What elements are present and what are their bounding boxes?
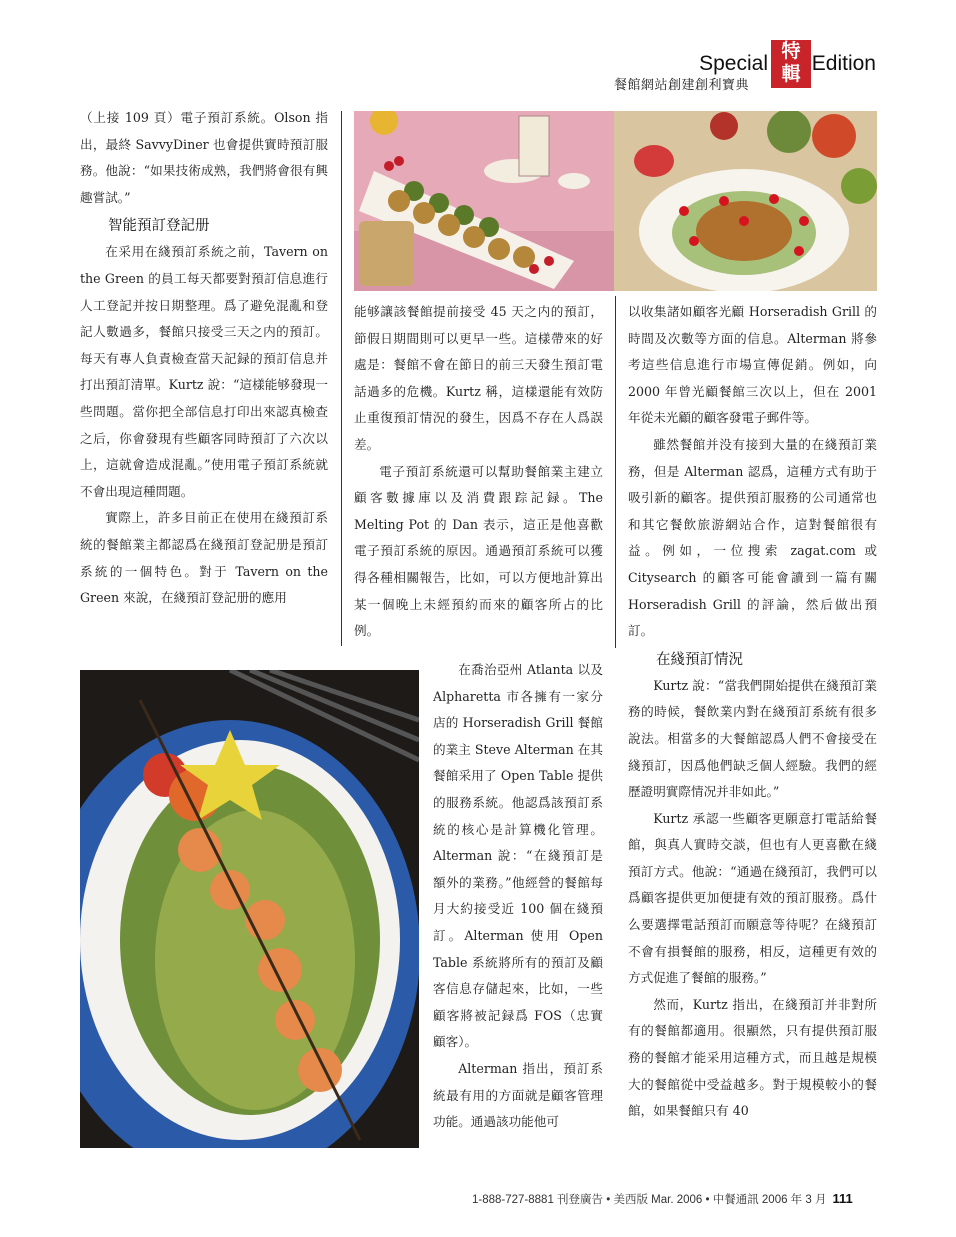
col2-paragraph-2: 電子預訂系統還可以幫助餐館業主建立顧客數據庫以及消費跟踪記録。The Melting Pot 的 Dan 表示，這正是他喜歡電子預訂系統的原因。通過預訂系統可以獲得各種相關報告，比如，可以方便地計算出某一個晚上未經預約而來的顧客所占的比例。: [354, 463, 603, 639]
page-number: 111: [832, 1191, 853, 1206]
shrimp-skewer-image: [80, 670, 419, 1148]
footer-text: 1-888-727-8881 刊登廣告 • 美西版 Mar. 2006 • 中餐通訊 2006 年 3 月: [472, 1194, 827, 1206]
section-heading-online-booking: 在綫預訂情況: [656, 651, 743, 668]
col3-paragraph-2: 雖然餐館并没有接到大量的在綫預訂業務，但是 Alterman 認爲，這種方式有助于吸引新的顧客。提供預訂服務的公司通常也和其它餐飲旅游網站合作，這對餐館很有益。例如，一位搜索 zagat.com 或 Citysearch 的顧客可能會讀到一篇有關 Horseradish Grill 的評論，然后做出預訂。: [628, 436, 877, 639]
column-2-upper: [354, 299, 603, 645]
header-edition: Edition: [811, 52, 876, 75]
photo-shrimp-skewer: [80, 670, 419, 1148]
fruit-dish-image: [614, 111, 877, 291]
col1-paragraph-3: 實際上，許多目前正在使用在綫預訂系統的餐館業主都認爲在綫預訂登記册是預訂系統的一個特色。對于 Tavern on the Green 來說，在綫預訂登記册的應用: [80, 510, 328, 606]
col3-paragraph-3: Kurtz 說：“當我們開始提供在綫預訂業務的時候，餐飲業内對在綫預訂系統有很多說法。相當多的大餐館認爲人們不會接受在綫預訂，因爲他們缺乏個人經驗。我們的經歷證明實際情况并非如此。”: [628, 677, 877, 800]
col3-paragraph-1: 以收集諸如顧客光顧 Horseradish Grill 的時間及次數等方面的信息。Alterman 將參考這些信息進行市場宣傳促銷。例如，向 2000 年曾光顧餐館三次以上，但在 2001 年從未光顧的顧客發電子郵件等。: [628, 304, 877, 426]
header-subtitle: 餐館網站創建創利寶典: [614, 78, 750, 93]
section-heading-smart-booking: 智能預訂登記册: [108, 218, 210, 235]
column-divider-2: [615, 296, 616, 648]
col2-paragraph-4: Alterman 指出，預訂系統最有用的方面就是顧客管理功能。通過該功能他可: [433, 1060, 603, 1130]
header-special: Special: [699, 52, 768, 75]
photo-fruit-dish: [614, 111, 877, 291]
badge-char-2: 輯: [781, 63, 801, 85]
photo-sushi-platter: [354, 111, 614, 291]
badge-char-1: 特: [781, 40, 801, 62]
column-2-lower: [433, 657, 603, 1136]
col1-paragraph-2: 在采用在綫預訂系統之前，Tavern on the Green 的員工每天都要對預訂信息進行人工登記并按日期整理。爲了避免混亂和登記人數過多，餐館只接受三天之内的預訂。每天有專人負責檢查當天記録的預訂信息并打出預訂清單。Kurtz 說：“這樣能够發現一些問題。當你把全部信息打印出來認真檢查之后，你會發現有些顧客同時預訂了六次以上，這就會造成混亂。”使用電子預訂系統就不會出現這種問題。: [80, 244, 328, 499]
edition-badge: [771, 40, 811, 88]
column-3: [628, 299, 877, 1125]
col3-paragraph-4: Kurtz 承認一些顧客更願意打電話給餐館，與真人實時交談，但也有人更喜歡在綫預訂方式。他說：“通過在綫預訂，我們可以爲顧客提供更加便捷有效的預訂服務。爲什么要選擇電話預訂而願意等待呢？在綫預訂不會有損餐館的服務，相反，這種更有效的方式促進了餐館的服務。”: [628, 810, 877, 986]
col2-paragraph-3: 在喬治亞州 Atlanta 以及 Alpharetta 市各擁有一家分店的 Horseradish Grill 餐館的業主 Steve Alterman 在其餐館采用了 Open Table 提供的服務系統。他認爲該預訂系統的核心是計算機化管理。Alterman 說：“在綫預訂是額外的業務。”他經營的餐館每月大約接受近 100 個在綫預訂。Alterman 使用 Open Table 系統將所有的預訂及顧客信息存儲起來，比如，一些顧客將被記録爲 FOS（忠實顧客）。: [433, 662, 603, 1050]
page-footer: [472, 1191, 853, 1207]
sushi-platter-image: [354, 111, 614, 291]
col3-paragraph-5: 然而，Kurtz 指出，在綫預訂并非對所有的餐館都適用。很顯然，只有提供預訂服務的餐館才能采用這種方式，而且越是規模大的餐館從中受益越多。對于規模較小的餐館，如果餐館只有 40: [628, 996, 877, 1119]
column-1: [80, 105, 328, 612]
col1-paragraph-1: （上接 109 頁）電子預訂系統。Olson 指出，最終 SavvyDiner 也會提供實時預訂服務。他說：“如果技術成熟，我們將會很有興趣嘗試。”: [80, 110, 328, 205]
col2-paragraph-1: 能够讓該餐館提前接受 45 天之内的預訂，節假日期間則可以更早一些。這樣帶來的好處是：餐館不會在節日的前三天發生預訂電話過多的危機。Kurtz 稱，這樣還能有效防止重復預訂情況的發生，因爲不存在人爲誤差。: [354, 304, 603, 452]
column-divider-1: [341, 111, 342, 646]
